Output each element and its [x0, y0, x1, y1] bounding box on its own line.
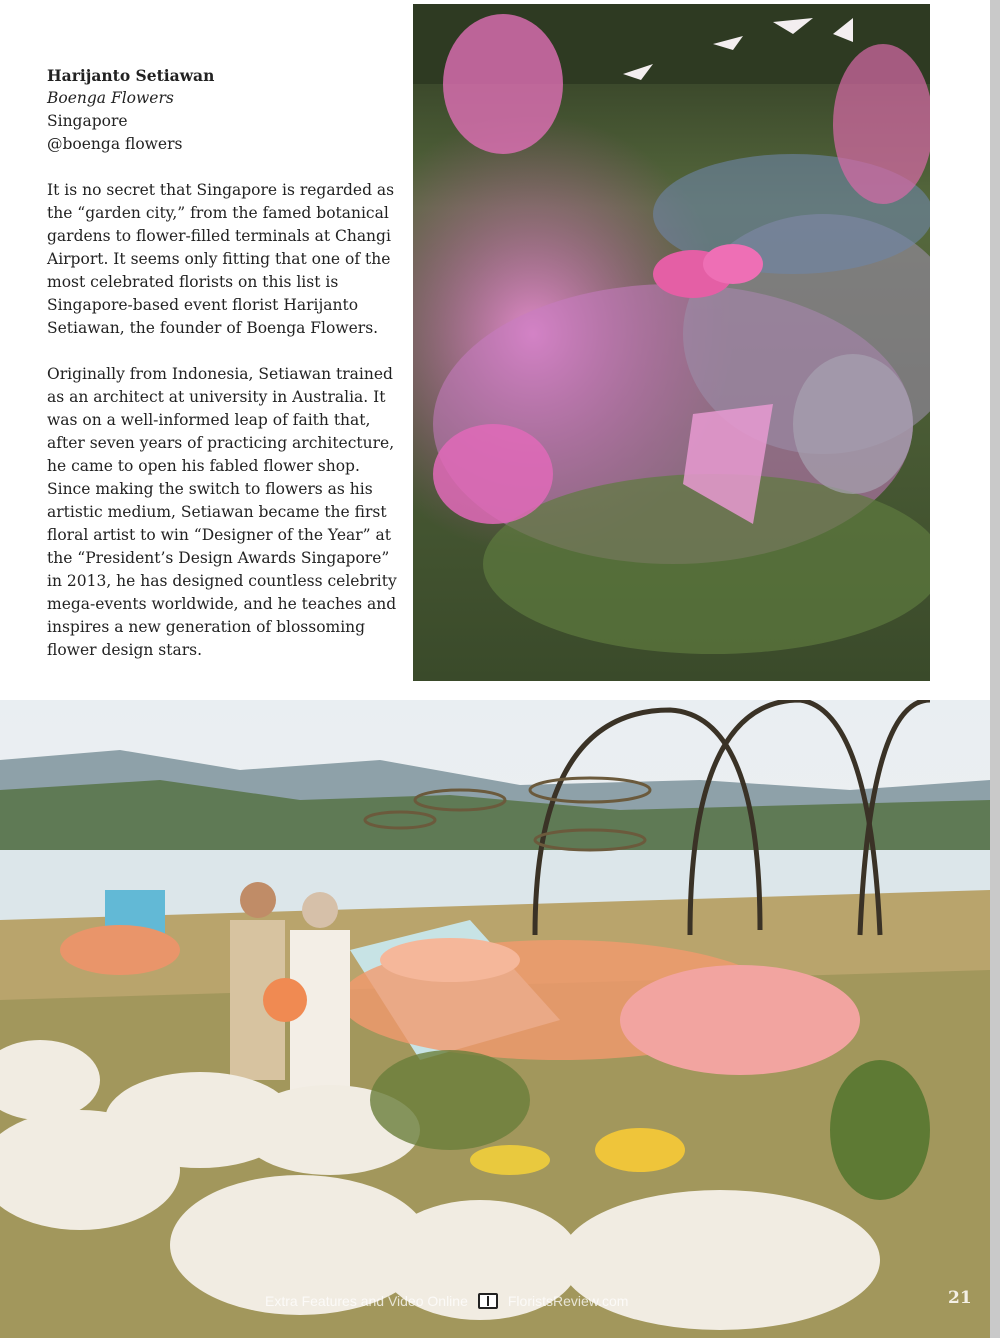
book-icon: [478, 1293, 498, 1309]
company-name: Boenga Flowers: [47, 89, 174, 107]
page-number: 21: [948, 1288, 972, 1308]
author-name: Harijanto Setiawan: [47, 66, 215, 85]
wedding-table-illustration: [0, 700, 990, 1338]
wedding-table-photo: [0, 700, 990, 1338]
floral-installation-illustration: [413, 4, 930, 681]
article-text-column: [47, 64, 397, 662]
article-paragraph-2: Originally from Indonesia, Setiawan trained as an architect at university in Australia. It was on a well-informed leap of faith that, after seven years of practicing architecture, he came to open his fabled flower shop. Since making the switch to flowers as his artistic medium, Setiawan became the first floral artist to win “Designer of the Year” at the “President’s Design Awards Singapore” in 2013, he has designed countless celebrity mega-events worldwide, and he teaches and inspires a new generation of blossoming flower design stars.: [47, 365, 397, 659]
location: Singapore: [47, 112, 128, 130]
footer-extra-label: Extra Features and Video Online: [265, 1293, 468, 1309]
page-footer: [265, 1290, 685, 1312]
page-edge: [990, 0, 1000, 1338]
footer-site[interactable]: FloristsReview.com: [507, 1293, 629, 1309]
floral-installation-photo: [413, 4, 930, 681]
social-handle: @boenga flowers: [47, 135, 183, 153]
article-paragraph-1: It is no secret that Singapore is regarded as the “garden city,” from the famed botanical gardens to flower-filled terminals at Changi Airport. It seems only fitting that one of the most celebrated florists on this list is Singapore-based event florist Harijanto Setiawan, the founder of Boenga Flowers.: [47, 181, 395, 337]
